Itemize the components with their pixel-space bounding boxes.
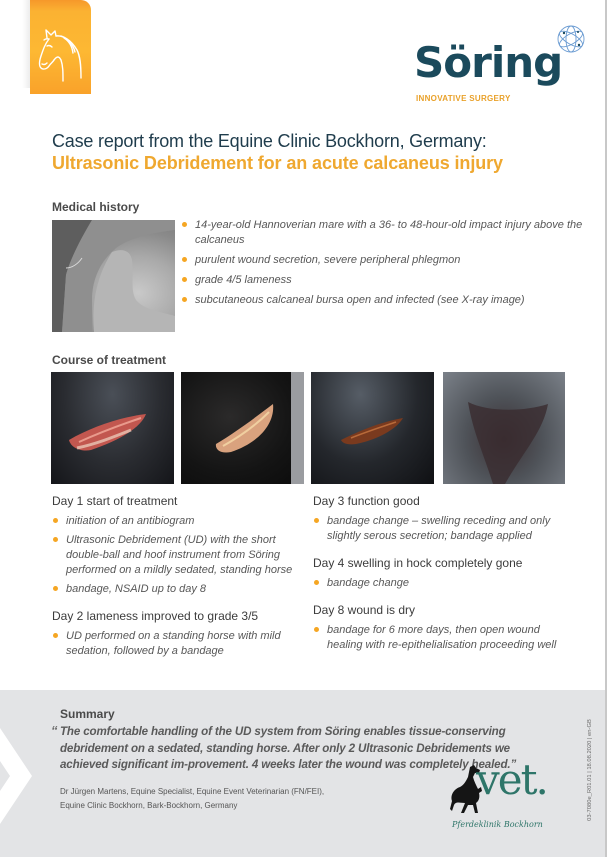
bullet-icon: [182, 222, 187, 227]
clinic-logo-subtitle: Pferdeklinik Bockhorn: [452, 820, 543, 829]
day-4-block: [313, 556, 568, 591]
list-item: subcutaneous calcaneal bursa open and infected (see X-ray image): [181, 293, 586, 308]
medical-history-heading: Medical history: [52, 200, 140, 214]
day-heading: Day 2 lameness improved to grade 3/5: [52, 609, 259, 623]
medical-history-list: [181, 218, 586, 313]
list-item: bandage change: [313, 576, 568, 591]
logo-wordmark: Söring: [414, 38, 563, 87]
page-title-line1: Case report from the Equine Clinic Bockhorn, Germany:: [52, 131, 487, 151]
bullet-icon: [314, 627, 319, 632]
day-1-list: [52, 514, 307, 597]
bullet-icon: [314, 580, 319, 585]
course-of-treatment-heading: Course of treatment: [52, 353, 167, 367]
bullet-icon: [53, 586, 58, 591]
day-heading: Day 8 wound is dry: [313, 603, 416, 617]
bullet-icon: [182, 277, 187, 282]
list-item: Ultrasonic Debridement (UD) with the short double-ball and hoof instrument from Söring performed on a mildly sedated, standing horse: [52, 533, 307, 578]
treatment-column-right: [313, 494, 568, 665]
day-3-block: [313, 494, 568, 544]
quote-author: [60, 785, 324, 813]
summary-heading: Summary: [60, 707, 115, 721]
clinic-logo-text: vet.: [476, 755, 547, 804]
day-1-block: [52, 494, 307, 597]
x-ray-image: [52, 220, 175, 332]
chevron-right-icon: [0, 716, 40, 836]
list-item: UD performed on a standing horse with mild sedation, followed by a bandage: [52, 629, 307, 659]
clinic-logo: [446, 755, 556, 837]
bullet-icon: [53, 633, 58, 638]
day-2-block: [52, 609, 307, 659]
bullet-icon: [314, 518, 319, 523]
day-8-block: [313, 603, 568, 653]
day-4-list: [313, 576, 568, 591]
list-item: bandage change – swelling receding and only slightly serous secretion; bandage applied: [313, 514, 568, 544]
author-line-2: Equine Clinic Bockhorn, Bark-Bockhorn, Germany: [60, 801, 238, 810]
open-quote-mark: “: [51, 723, 58, 738]
day-3-list: [313, 514, 568, 544]
day-heading: Day 3 function good: [313, 494, 420, 508]
bullet-icon: [53, 537, 58, 542]
bullet-icon: [182, 257, 187, 262]
list-item: 14-year-old Hannoverian mare with a 36- to 48-hour-old impact injury above the calcaneus: [181, 218, 586, 248]
wound-photo-day-2: [181, 372, 304, 484]
logo-tagline: INNOVATIVE SURGERY: [416, 94, 511, 103]
document-code: 03-7080e_R01.01 | 18.08.2020 | en-GB: [587, 719, 593, 821]
page-title-line2: Ultrasonic Debridement for an acute calcaneus injury: [52, 153, 503, 173]
list-item: bandage for 6 more days, then open wound healing with re-epithelialisation proceeding well: [313, 623, 568, 653]
list-item: purulent wound secretion, severe peripheral phlegmon: [181, 253, 586, 268]
day-heading: Day 4 swelling in hock completely gone: [313, 556, 523, 570]
list-item: bandage, NSAID up to day 8: [52, 582, 307, 597]
wound-photo-healed: [443, 372, 565, 484]
header-ribbon: [30, 0, 91, 94]
summary-quote: The comfortable handling of the UD system from Söring enables tissue-conserving debridement on a sedated, standing horse. After only 2 Ultrasonic Debridements we achieved significant im-provement. 4 weeks later the wound was completely healed.”: [60, 725, 517, 771]
treatment-column-left: [52, 494, 307, 671]
bullet-icon: [53, 518, 58, 523]
author-line-1: Dr Jürgen Martens, Equine Specialist, Equine Event Veterinarian (FN/FEI),: [60, 787, 325, 796]
list-item: grade 4/5 lameness: [181, 273, 586, 288]
bullet-icon: [182, 297, 187, 302]
wound-photo-day-1: [51, 372, 174, 484]
day-2-list: [52, 629, 307, 659]
wound-photo-day-3: [311, 372, 434, 484]
day-8-list: [313, 623, 568, 653]
horse-head-icon: [37, 26, 85, 84]
list-item: initiation of an antibiogram: [52, 514, 307, 529]
soring-logo: [414, 24, 594, 110]
day-heading: Day 1 start of treatment: [52, 494, 178, 508]
treatment-photos: [51, 372, 571, 485]
